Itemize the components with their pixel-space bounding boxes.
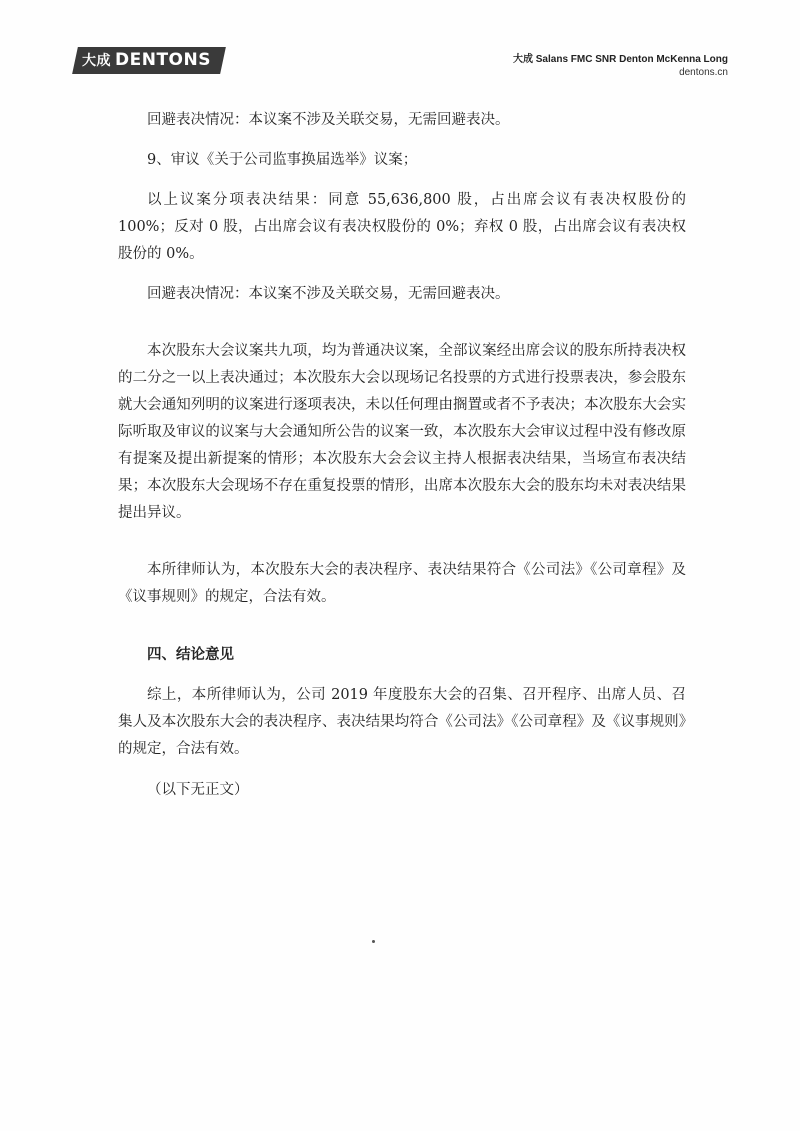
- stray-mark: [372, 940, 375, 943]
- section-heading-conclusion: 四、结论意见: [147, 646, 234, 663]
- lawyer-opinion-paragraph: 本所律师认为，本次股东大会的表决程序、表决结果符合《公司法》《公司章程》及《议事规则》的规定，合法有效。: [118, 562, 686, 605]
- recusal-paragraph-2: 回避表决情况：本议案不涉及关联交易，无需回避表决。: [147, 286, 510, 302]
- no-more-text-note: （以下无正文）: [147, 782, 249, 798]
- vote-result-paragraph: 以上议案分项表决结果：同意 55,636,800 股，占出席会议有表决权股份的 100%；反对 0 股，占出席会议有表决权股份的 0%；弃权 0 股，占出席会议有表决权股份的 0%。: [118, 192, 686, 262]
- conclusion-paragraph: 综上，本所律师认为，公司 2019 年度股东大会的召集、召开程序、出席人员、召集人及本次股东大会的表决程序、表决结果均符合《公司法》《公司章程》及《议事规则》的规定，合法有效。: [118, 687, 686, 757]
- document-body: [118, 107, 686, 804]
- item-9-title: 9、审议《关于公司监事换届选举》议案；: [147, 152, 418, 168]
- firms-line: 大成 Salans FMC SNR Denton McKenna Long: [512, 54, 728, 65]
- logo-cn-text: 大成: [82, 53, 111, 69]
- logo-en-text: DENTONS: [115, 50, 211, 70]
- website-text: dentons.cn: [679, 67, 728, 78]
- meeting-summary-paragraph: 本次股东大会议案共九项，均为普通决议案，全部议案经出席会议的股东所持表决权的二分之一以上表决通过；本次股东大会以现场记名投票的方式进行投票表决，参会股东就大会通知列明的议案进行逐项表决，未以任何理由搁置或者不予表决；本次股东大会实际听取及审议的议案与大会通知所公告的议案一致，本次股东大会审议过程中没有修改原有提案及提出新提案的情形；本次股东大会会议主持人根据表决结果，当场宣布表决结果；本次股东大会现场不存在重复投票的情形，出席本次股东大会的股东均未对表决结果提出异议。: [118, 343, 686, 521]
- header-firm-info: [513, 53, 728, 79]
- dentons-logo: [82, 48, 211, 73]
- recusal-paragraph-1: 回避表决情况：本议案不涉及关联交易，无需回避表决。: [147, 112, 510, 128]
